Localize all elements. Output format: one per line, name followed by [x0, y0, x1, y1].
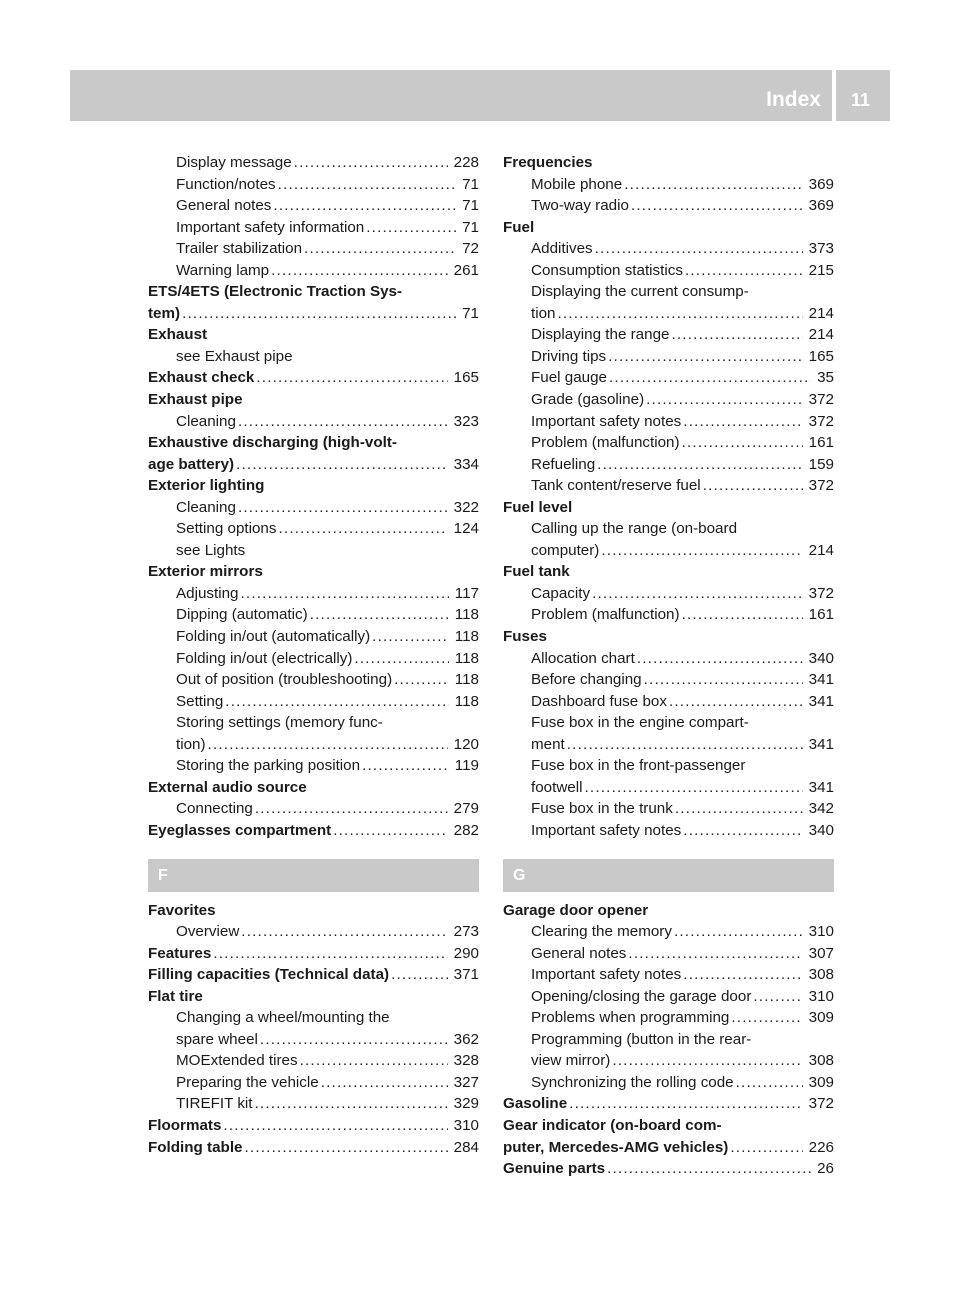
dot-leader: [671, 324, 802, 346]
index-entry[interactable]: [148, 964, 479, 986]
index-entry-page[interactable]: 340: [808, 821, 834, 839]
index-entry-label: tem): [148, 304, 181, 322]
index-entry[interactable]: [503, 669, 834, 691]
index-entry-label: footwell: [531, 778, 583, 796]
index-heading: Gear indicator (on-board com-: [503, 1116, 722, 1134]
dot-leader: [585, 777, 803, 799]
index-entry-label: Adjusting: [176, 584, 239, 602]
index-entry-label: Dashboard fuse box: [531, 692, 667, 710]
dot-leader: [223, 1115, 447, 1137]
index-entry-label: General notes: [176, 197, 272, 215]
index-entry-page[interactable]: 165: [453, 369, 479, 387]
index-entry-label: Dipping (automatic): [176, 606, 308, 624]
index-entry-label: Consumption statistics: [531, 261, 683, 279]
index-entry-label: Folding in/out (automatically): [176, 628, 371, 646]
index-entry-label: Eyeglasses compartment: [148, 821, 332, 839]
dot-leader: [612, 1050, 802, 1072]
dot-leader: [674, 921, 803, 943]
index-entry-page[interactable]: 369: [808, 175, 834, 193]
index-entry-page[interactable]: 372: [808, 477, 834, 495]
index-entry-label: Clearing the memory: [531, 923, 672, 941]
index-heading: ETS/4ETS (Electronic Traction Sys-: [148, 283, 403, 301]
index-entry-page[interactable]: 334: [453, 455, 479, 473]
index-column-right: [503, 152, 834, 1180]
index-entry[interactable]: [503, 174, 834, 196]
index-subentry-text: Fuse box in the engine compart-: [531, 714, 749, 732]
index-entry-label: puter, Mercedes-AMG vehicles): [503, 1138, 729, 1156]
dot-leader: [703, 475, 803, 497]
index-entry-label: Connecting: [176, 800, 253, 818]
index-entry-label: Tank content/reserve fuel: [531, 477, 701, 495]
dot-leader: [225, 691, 448, 713]
index-entry-label: MOExtended tires: [176, 1052, 298, 1070]
index-entry-label: Warning lamp: [176, 261, 270, 279]
index-entry-page[interactable]: 214: [808, 541, 834, 559]
index-entry-page[interactable]: 71: [462, 175, 479, 193]
dot-leader: [213, 943, 447, 965]
dot-leader: [597, 454, 802, 476]
index-entry-page[interactable]: 309: [808, 1073, 834, 1091]
dot-leader: [273, 195, 456, 217]
dot-leader: [609, 367, 811, 389]
index-entry-page[interactable]: 159: [808, 455, 834, 473]
index-entry-page[interactable]: 372: [808, 584, 834, 602]
index-heading: Garage door opener: [503, 901, 649, 919]
dot-leader: [294, 152, 448, 174]
index-entry-page[interactable]: 118: [454, 628, 479, 646]
dot-leader: [595, 238, 803, 260]
index-entry-label: Gasoline: [503, 1095, 568, 1113]
index-column-left: [148, 152, 479, 1158]
index-entry[interactable]: [503, 820, 834, 842]
index-entry-page[interactable]: 124: [453, 520, 479, 538]
index-entry[interactable]: [148, 217, 479, 239]
index-entry-page[interactable]: 341: [808, 735, 834, 753]
index-entry-page[interactable]: 372: [808, 391, 834, 409]
index-entry[interactable]: [503, 411, 834, 433]
index-subentry-text: Programming (button in the rear-: [531, 1030, 752, 1048]
dot-leader: [391, 964, 448, 986]
index-entry-page[interactable]: 341: [808, 778, 834, 796]
index-entry-label: age battery): [148, 455, 235, 473]
index-entry-label: view mirror): [531, 1052, 611, 1070]
index-entry-label: Allocation chart: [531, 649, 635, 667]
index-entry[interactable]: [148, 921, 479, 943]
section-spacer: [503, 842, 834, 859]
dot-leader: [300, 1050, 448, 1072]
index-heading: Fuses: [503, 628, 547, 646]
index-entry-page[interactable]: 327: [453, 1073, 479, 1091]
index-entry[interactable]: [148, 1137, 479, 1159]
dot-leader: [567, 734, 803, 756]
index-entry-page[interactable]: 120: [453, 735, 479, 753]
index-entry[interactable]: [148, 1115, 479, 1137]
index-heading: Flat tire: [148, 987, 203, 1005]
dot-leader: [182, 303, 456, 325]
index-entry-label: Important safety notes: [531, 412, 682, 430]
dot-leader: [558, 303, 803, 325]
index-entry[interactable]: [148, 238, 479, 260]
index-entry[interactable]: [503, 691, 834, 713]
dot-leader: [682, 604, 803, 626]
index-entry-page[interactable]: 310: [808, 987, 834, 1005]
index-entry-label: tion): [176, 735, 206, 753]
index-entry-label: Out of position (troubleshooting): [176, 671, 393, 689]
index-entry[interactable]: [148, 1029, 479, 1051]
index-entry-label: Trailer stabilization: [176, 240, 303, 258]
index-entry-label: Opening/closing the garage door: [531, 987, 752, 1005]
index-entry-label: TIREFIT kit: [176, 1095, 253, 1113]
dot-leader: [569, 1093, 803, 1115]
dot-leader: [236, 454, 448, 476]
index-heading: Frequencies: [503, 154, 593, 171]
dot-leader: [238, 411, 448, 433]
section-letter-header: F: [148, 859, 479, 892]
index-entry-page[interactable]: 329: [453, 1095, 479, 1113]
index-entry[interactable]: [148, 1093, 479, 1115]
index-entry[interactable]: [503, 734, 834, 756]
index-entry-page[interactable]: 26: [817, 1160, 834, 1178]
index-entry[interactable]: [148, 604, 479, 626]
index-entry[interactable]: [503, 454, 834, 476]
dot-leader: [637, 648, 803, 670]
dot-leader: [256, 367, 447, 389]
index-entry[interactable]: [503, 1072, 834, 1094]
dot-leader: [278, 518, 447, 540]
index-entry-page[interactable]: 71: [462, 218, 479, 236]
index-entry-page[interactable]: 161: [808, 434, 834, 452]
index-entry-label: Problems when programming: [531, 1009, 730, 1027]
index-entry[interactable]: [503, 604, 834, 626]
index-entry-page[interactable]: 35: [817, 369, 834, 387]
index-entry[interactable]: [503, 540, 834, 562]
index-entry-label: Capacity: [531, 584, 591, 602]
index-entry[interactable]: [148, 174, 479, 196]
dot-leader: [394, 669, 449, 691]
index-entry[interactable]: [148, 195, 479, 217]
header-divider: [832, 70, 836, 121]
index-entry-page[interactable]: 282: [453, 821, 479, 839]
index-entry-page[interactable]: 279: [453, 800, 479, 818]
index-entry[interactable]: [148, 303, 479, 325]
index-entry[interactable]: [148, 669, 479, 691]
index-entry-page[interactable]: 322: [453, 498, 479, 516]
index-entry-label: Problem (malfunction): [531, 434, 680, 452]
index-entry-label: tion: [531, 304, 556, 322]
page-title: Index: [766, 88, 821, 111]
index-entry[interactable]: [148, 798, 479, 820]
index-entry-page[interactable]: 372: [808, 1095, 834, 1113]
index-entry[interactable]: [503, 432, 834, 454]
dot-leader: [592, 583, 803, 605]
index-entry-label: Features: [148, 944, 212, 962]
index-entry[interactable]: [148, 734, 479, 756]
index-entry[interactable]: [148, 152, 479, 174]
index-entry[interactable]: [148, 260, 479, 282]
dot-leader: [240, 583, 448, 605]
index-entry[interactable]: [148, 691, 479, 713]
dot-leader: [730, 1137, 802, 1159]
index-entry-label: Preparing the vehicle: [176, 1073, 319, 1091]
dot-leader: [631, 195, 803, 217]
dot-leader: [255, 798, 448, 820]
index-entry-page[interactable]: 372: [808, 412, 834, 430]
index-entry-page[interactable]: 118: [454, 671, 479, 689]
index-heading: Exhaust pipe: [148, 391, 243, 409]
dot-leader: [255, 1093, 448, 1115]
dot-leader: [304, 238, 456, 260]
index-entry-page[interactable]: 228: [453, 154, 479, 171]
index-entry-label: ment: [531, 735, 565, 753]
section-spacer: [148, 842, 479, 859]
index-entry-page[interactable]: 309: [808, 1009, 834, 1027]
index-entry-label: Important safety notes: [531, 821, 682, 839]
index-entry-page[interactable]: 369: [808, 197, 834, 215]
index-subentry-text: Calling up the range (on-board: [531, 520, 738, 538]
index-subentry-text: Fuse box in the front-passenger: [531, 757, 746, 775]
dot-leader: [601, 540, 802, 562]
index-entry[interactable]: [503, 260, 834, 282]
index-entry-label: Floormats: [148, 1116, 222, 1134]
index-entry-page[interactable]: 165: [808, 347, 834, 365]
index-entry[interactable]: [503, 238, 834, 260]
index-entry[interactable]: [503, 964, 834, 986]
index-entry-page[interactable]: 284: [453, 1138, 479, 1156]
dot-leader: [372, 626, 449, 648]
index-heading: Exhaustive discharging (high-volt-: [148, 434, 397, 452]
dot-leader: [362, 755, 449, 777]
index-entry-label: Setting options: [176, 520, 277, 538]
index-entry-label: Displaying the range: [531, 326, 670, 344]
index-entry-page[interactable]: 118: [454, 606, 479, 624]
index-entry-page[interactable]: 215: [808, 261, 834, 279]
index-entry[interactable]: [503, 303, 834, 325]
dot-leader: [366, 217, 456, 239]
index-entry[interactable]: [148, 1072, 479, 1094]
index-entry-label: Cleaning: [176, 412, 236, 430]
index-entry-label: Driving tips: [531, 347, 607, 365]
dot-leader: [683, 964, 802, 986]
index-entry-page[interactable]: 72: [462, 240, 479, 258]
index-entry-label: Display message: [176, 154, 292, 171]
index-entry[interactable]: [503, 367, 834, 389]
index-entry[interactable]: [148, 1050, 479, 1072]
index-heading: Exterior lighting: [148, 477, 265, 495]
index-entry[interactable]: [503, 921, 834, 943]
index-entry[interactable]: [503, 1050, 834, 1072]
index-entry-label: Important safety information: [176, 218, 365, 236]
dot-leader: [683, 411, 802, 433]
index-entry[interactable]: [148, 411, 479, 433]
index-entry[interactable]: [503, 986, 834, 1008]
index-entry-page[interactable]: 226: [808, 1138, 834, 1156]
index-entry-label: Genuine parts: [503, 1160, 606, 1178]
index-entry-label: spare wheel: [176, 1030, 258, 1048]
dot-leader: [241, 921, 447, 943]
index-entry[interactable]: [503, 777, 834, 799]
section-letter-header: G: [503, 859, 834, 892]
index-entry-label: Storing the parking position: [176, 757, 361, 775]
dot-leader: [333, 820, 447, 842]
index-entry[interactable]: [148, 626, 479, 648]
index-entry[interactable]: [148, 454, 479, 476]
index-entry-label: Folding in/out (electrically): [176, 649, 353, 667]
index-heading: Fuel: [503, 218, 535, 236]
index-entry-page[interactable]: 118: [454, 649, 479, 667]
index-entry[interactable]: [148, 367, 479, 389]
index-entry[interactable]: [503, 1158, 834, 1180]
index-entry-label: Before changing: [531, 671, 642, 689]
index-entry-label: Cleaning: [176, 498, 236, 516]
index-subentry-text: see Lights: [176, 541, 246, 559]
index-entry-page[interactable]: 310: [453, 1116, 479, 1134]
index-subentry-text: see Exhaust pipe: [176, 347, 293, 365]
index-entry-label: Important safety notes: [531, 966, 682, 984]
index-heading: Fuel level: [503, 498, 573, 516]
index-entry-label: General notes: [531, 944, 627, 962]
dot-leader: [607, 1158, 811, 1180]
index-heading: Favorites: [148, 901, 216, 919]
dot-leader: [354, 648, 448, 670]
index-entry-page[interactable]: 161: [808, 606, 834, 624]
dot-leader: [683, 820, 802, 842]
index-entry-label: Grade (gasoline): [531, 391, 645, 409]
index-entry-label: Problem (malfunction): [531, 606, 680, 624]
dot-leader: [321, 1072, 448, 1094]
index-heading: Exterior mirrors: [148, 563, 263, 581]
index-entry[interactable]: [148, 583, 479, 605]
index-entry-page[interactable]: 214: [808, 304, 834, 322]
index-entry-page[interactable]: 340: [808, 649, 834, 667]
index-entry-label: computer): [531, 541, 600, 559]
index-entry-label: Overview: [176, 923, 240, 941]
dot-leader: [646, 389, 803, 411]
index-entry-page[interactable]: 273: [453, 923, 479, 941]
dot-leader: [736, 1072, 803, 1094]
index-entry-label: Fuse box in the trunk: [531, 800, 673, 818]
index-entry-label: Function/notes: [176, 175, 276, 193]
dot-leader: [271, 260, 448, 282]
index-entry[interactable]: [503, 389, 834, 411]
index-heading: Exhaust: [148, 326, 208, 344]
index-entry-page[interactable]: 307: [808, 944, 834, 962]
index-entry[interactable]: [148, 943, 479, 965]
dot-leader: [245, 1137, 448, 1159]
index-entry-page[interactable]: 328: [453, 1052, 479, 1070]
dot-leader: [208, 734, 448, 756]
index-entry-page[interactable]: 290: [453, 944, 479, 962]
dot-leader: [644, 669, 803, 691]
index-entry-page[interactable]: 342: [808, 800, 834, 818]
index-entry-page[interactable]: 71: [462, 197, 479, 215]
index-entry[interactable]: [148, 497, 479, 519]
index-heading: External audio source: [148, 778, 307, 796]
dot-leader: [669, 691, 803, 713]
index-entry-page[interactable]: 341: [808, 692, 834, 710]
index-entry[interactable]: [503, 346, 834, 368]
dot-leader: [682, 432, 803, 454]
index-entry-label: Filling capacities (Technical data): [148, 966, 390, 984]
index-entry[interactable]: [148, 755, 479, 777]
index-subentry-text: Changing a wheel/mounting the: [176, 1009, 390, 1027]
index-entry-label: Exhaust check: [148, 369, 255, 387]
index-entry-page[interactable]: 308: [808, 1052, 834, 1070]
index-entry[interactable]: [148, 518, 479, 540]
index-entry-label: Mobile phone: [531, 175, 623, 193]
index-entry[interactable]: [503, 1093, 834, 1115]
index-entry-page[interactable]: 117: [454, 584, 479, 602]
dot-leader: [675, 798, 803, 820]
dot-leader: [628, 943, 802, 965]
index-entry-page[interactable]: 362: [453, 1030, 479, 1048]
index-entry-page[interactable]: 214: [808, 326, 834, 344]
dot-leader: [685, 260, 803, 282]
index-entry-label: Two-way radio: [531, 197, 629, 215]
index-entry-page[interactable]: 119: [454, 757, 479, 775]
dot-leader: [310, 604, 449, 626]
dot-leader: [608, 346, 803, 368]
dot-leader: [278, 174, 456, 196]
index-entry[interactable]: [503, 195, 834, 217]
dot-leader: [731, 1007, 802, 1029]
index-entry[interactable]: [503, 943, 834, 965]
index-entry-page[interactable]: 310: [808, 923, 834, 941]
index-entry-label: Folding table: [148, 1138, 243, 1156]
index-entry[interactable]: [503, 583, 834, 605]
index-entry-page[interactable]: 118: [454, 692, 479, 710]
index-entry-page[interactable]: 308: [808, 966, 834, 984]
index-entry-page[interactable]: 371: [453, 966, 479, 984]
index-entry-label: Fuel gauge: [531, 369, 607, 387]
index-entry-page[interactable]: 323: [453, 412, 479, 430]
dot-leader: [624, 174, 802, 196]
index-entry[interactable]: [503, 798, 834, 820]
page-header: [70, 70, 890, 121]
index-entry-label: Additives: [531, 240, 593, 258]
dot-leader: [753, 986, 802, 1008]
dot-leader: [238, 497, 448, 519]
index-subentry-text: Storing settings (memory func-: [176, 714, 383, 732]
index-entry-label: Synchronizing the rolling code: [531, 1073, 734, 1091]
index-entry-page[interactable]: 71: [462, 304, 479, 322]
index-entry[interactable]: [503, 1007, 834, 1029]
index-subentry-text: Displaying the current consump-: [531, 283, 749, 301]
index-entry[interactable]: [503, 1137, 834, 1159]
index-heading: Fuel tank: [503, 563, 570, 581]
index-entry-page[interactable]: 341: [808, 671, 834, 689]
index-entry[interactable]: [148, 820, 479, 842]
index-entry-page[interactable]: 373: [808, 240, 834, 258]
index-entry-page[interactable]: 261: [453, 261, 479, 279]
index-entry-label: Refueling: [531, 455, 596, 473]
dot-leader: [260, 1029, 448, 1051]
index-entry[interactable]: [503, 324, 834, 346]
index-entry[interactable]: [148, 648, 479, 670]
index-entry[interactable]: [503, 475, 834, 497]
index-entry[interactable]: [503, 648, 834, 670]
index-entry-label: Setting: [176, 692, 224, 710]
page-number: 11: [850, 90, 870, 110]
